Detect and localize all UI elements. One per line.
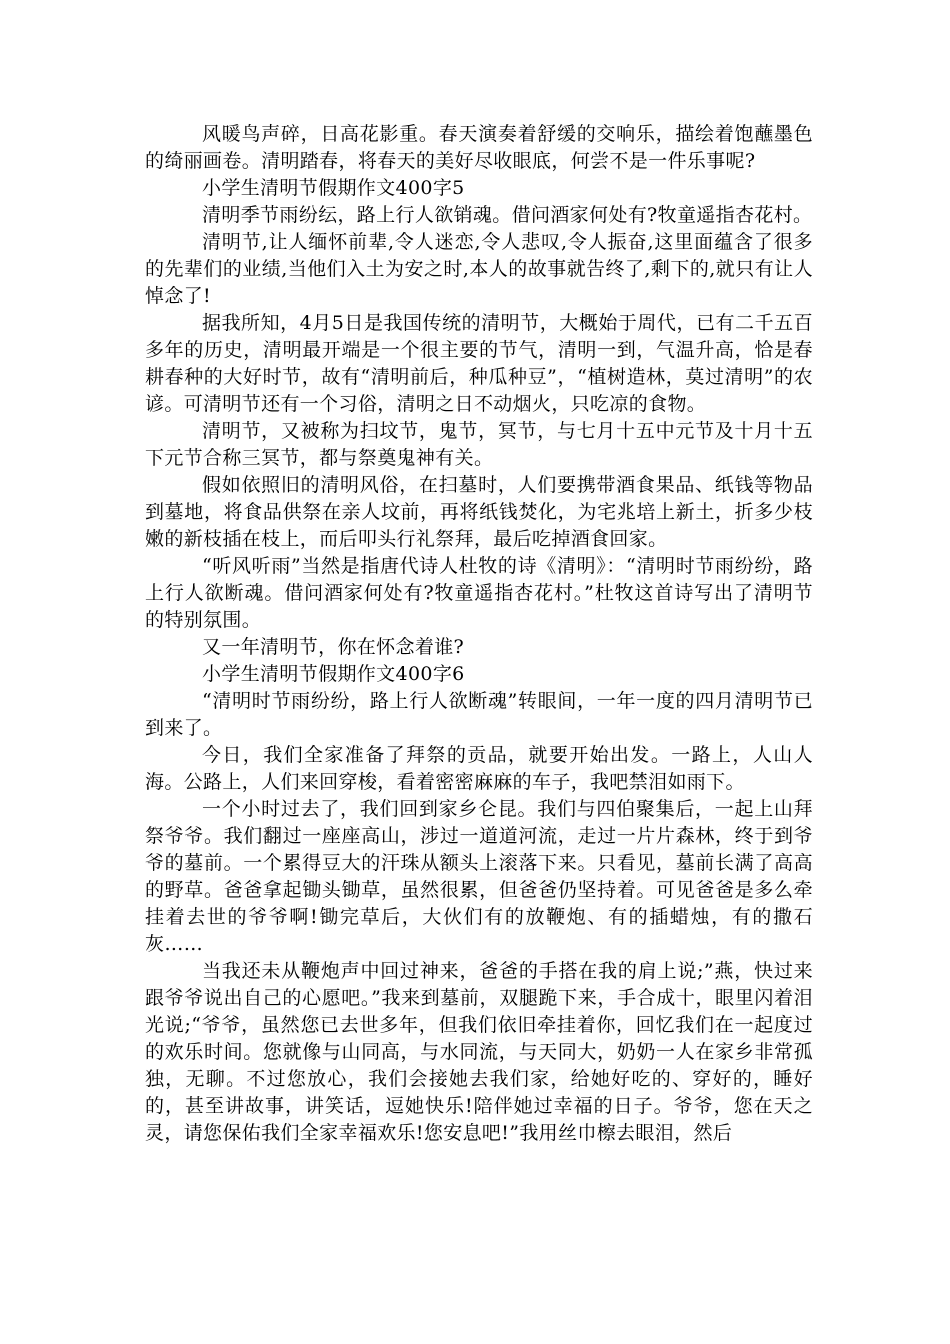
essay-title-6: 小学生清明节假期作文400字6 [202,663,465,685]
document-body [145,121,813,1147]
paragraph-customs: 假如依照旧的清明风俗，在扫墓时，人们要携带酒食果品、纸钱等物品到墓地，将食品供祭在亲人坟前，再将纸钱焚化，为宅兆培上新土，折多少枝嫩的新枝插在枝上，而后叩头行礼祭拜，最后吃掉酒食回家。 [145,474,813,550]
essay-title-5: 小学生清明节假期作文400字5 [202,177,465,199]
paragraph-poem: 清明季节雨纷纭，路上行人欲销魂。借问酒家何处有?牧童遥指杏花村。 [202,204,813,226]
paragraph-history: 据我所知，4月5日是我国传统的清明节，大概始于周代，已有二千五百多年的历史，清明最开端是一个很主要的节气，清明一到，气温升高，恰是春耕春种的大好时节，故有“清明前后，种瓜种豆”，“植树造林，莫过清明”的农谚。可清明节还有一个习俗，清明之日不动烟火，只吃凉的食物。 [145,312,813,415]
paragraph-wish: 当我还未从鞭炮声中回过神来，爸爸的手搭在我的肩上说;”燕，快过来跟爷爷说出自己的心愿吧。”我来到墓前，双腿跪下来，手合成十，眼里闪着泪光说;“爷爷，虽然您已去世多年，但我们依旧牵挂着你，回忆我们在一起度过的欢乐时间。您就像与山同高，与水同流，与天同大，奶奶一人在家乡非常孤独，无聊。不过您放心，我们会接她去我们家，给她好吃的、穿好的，睡好的，甚至讲故事，讲笑话，逗她快乐!陪伴她过幸福的日子。爷爷，您在天之灵，请您保佑我们全家幸福欢乐!您安息吧!”我用丝巾檫去眼泪，然后 [145,960,813,1144]
paragraph-remembrance: 清明节,让人缅怀前辈,令人迷恋,令人悲叹,令人振奋,这里面蕴含了很多的先辈们的业绩,当他们入土为安之时,本人的故事就告终了,剩下的,就只有让人悼念了! [145,231,813,307]
paragraph-du-mu: “听风听雨”当然是指唐代诗人杜牧的诗《清明》：“清明时节雨纷纷，路上行人欲断魂。借问酒家何处有?牧童遥指杏花村。”杜牧这首诗写出了清明节的特别氛围。 [145,555,813,631]
paragraph-departure: 今日，我们全家准备了拜祭的贡品，就要开始出发。一路上，人山人海。公路上，人们来回穿梭，看着密密麻麻的车子，我吧禁泪如雨下。 [145,744,813,793]
paragraph-journey: 一个小时过去了，我们回到家乡仑昆。我们与四伯聚集后，一起上山拜祭爷爷。我们翻过一座座高山，涉过一道道河流，走过一片片森林，终于到爷爷的墓前。一个累得豆大的汗珠从额头上滚落下来。只看见，墓前长满了高高的野草。爸爸拿起锄头锄草，虽然很累，但爸爸仍坚持着。可见爸爸是多么牵挂着去世的爷爷啊!锄完草后，大伙们有的放鞭炮、有的插蜡烛，有的撒石灰…… [145,798,813,955]
paragraph-spring-intro: 风暖鸟声碎，日高花影重。春天演奏着舒缓的交响乐，描绘着饱蘸墨色的绮丽画卷。清明踏春，将春天的美好尽收眼底，何尝不是一件乐事呢? [145,123,813,172]
paragraph-question: 又一年清明节，你在怀念着谁? [202,636,465,658]
paragraph-arrival: “清明时节雨纷纷，路上行人欲断魂”转眼间，一年一度的四月清明节已到来了。 [145,690,813,739]
paragraph-names: 清明节，又被称为扫坟节，鬼节，冥节，与七月十五中元节及十月十五下元节合称三冥节，都与祭奠鬼神有关。 [145,420,813,469]
